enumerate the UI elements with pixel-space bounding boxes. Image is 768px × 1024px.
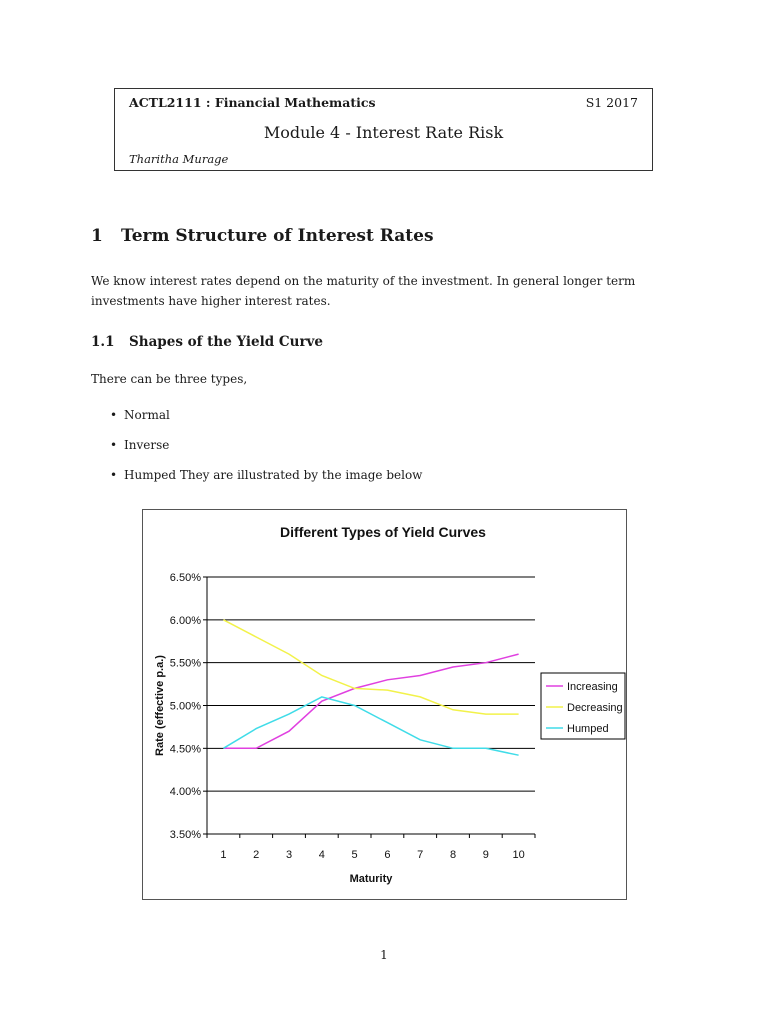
x-tick-label: 9 <box>482 849 489 861</box>
y-tick-label: 4.50% <box>169 743 201 756</box>
chart-title: Different Types of Yield Curves <box>280 524 486 540</box>
subsection-number: 1.1 <box>91 334 115 350</box>
author: Tharitha Murage <box>129 152 229 166</box>
subsection-title: Shapes of the Yield Curve <box>129 334 323 350</box>
module-title: Module 4 - Interest Rate Risk <box>263 123 504 142</box>
yield-curve-figure <box>142 509 627 900</box>
y-tick-label: 5.50% <box>169 657 201 670</box>
header-box <box>114 88 653 171</box>
intro-text: There can be three types, <box>91 372 248 386</box>
bullet-item: • Inverse <box>110 438 422 468</box>
bullet-item: • Normal <box>110 408 422 438</box>
x-tick-label: 1 <box>220 849 227 861</box>
x-axis-label: Maturity <box>349 873 393 885</box>
x-tick-label: 6 <box>384 849 391 861</box>
x-tick-label: 4 <box>318 849 325 861</box>
y-axis-label: Rate (effective p.a.) <box>154 655 166 756</box>
y-tick-label: 5.00% <box>169 700 201 713</box>
x-tick-label: 3 <box>285 849 293 861</box>
legend-label: Decreasing <box>567 702 623 714</box>
course-title: ACTL2111 : Financial Mathematics <box>129 95 376 110</box>
y-tick-label: 6.50% <box>169 572 201 584</box>
series-line-increasing <box>223 654 518 748</box>
section-number: 1 <box>91 226 103 246</box>
page-number: 1 <box>380 948 388 962</box>
yield-curve-chart <box>143 510 628 901</box>
x-tick-label: 7 <box>417 849 424 861</box>
x-tick-label: 5 <box>351 849 358 861</box>
bullet-list <box>110 408 422 498</box>
x-tick-label: 8 <box>449 849 457 861</box>
bullet-item: • Humped They are illustrated by the image below <box>110 468 422 498</box>
y-tick-label: 4.00% <box>169 786 201 799</box>
semester: S1 2017 <box>585 95 638 110</box>
subsection-heading <box>91 334 323 350</box>
series-line-decreasing <box>223 620 518 714</box>
section-heading-1 <box>91 226 434 246</box>
y-tick-label: 3.50% <box>169 829 201 841</box>
legend-label: Increasing <box>567 681 618 693</box>
x-tick-label: 2 <box>253 849 260 861</box>
legend-label: Humped <box>567 723 609 735</box>
y-tick-label: 6.00% <box>169 614 201 627</box>
paragraph: We know interest rates depend on the maturity of the investment. In general longer term investments have higher interest rates. <box>91 274 636 308</box>
x-tick-label: 10 <box>512 849 525 861</box>
section-title: Term Structure of Interest Rates <box>121 226 434 246</box>
